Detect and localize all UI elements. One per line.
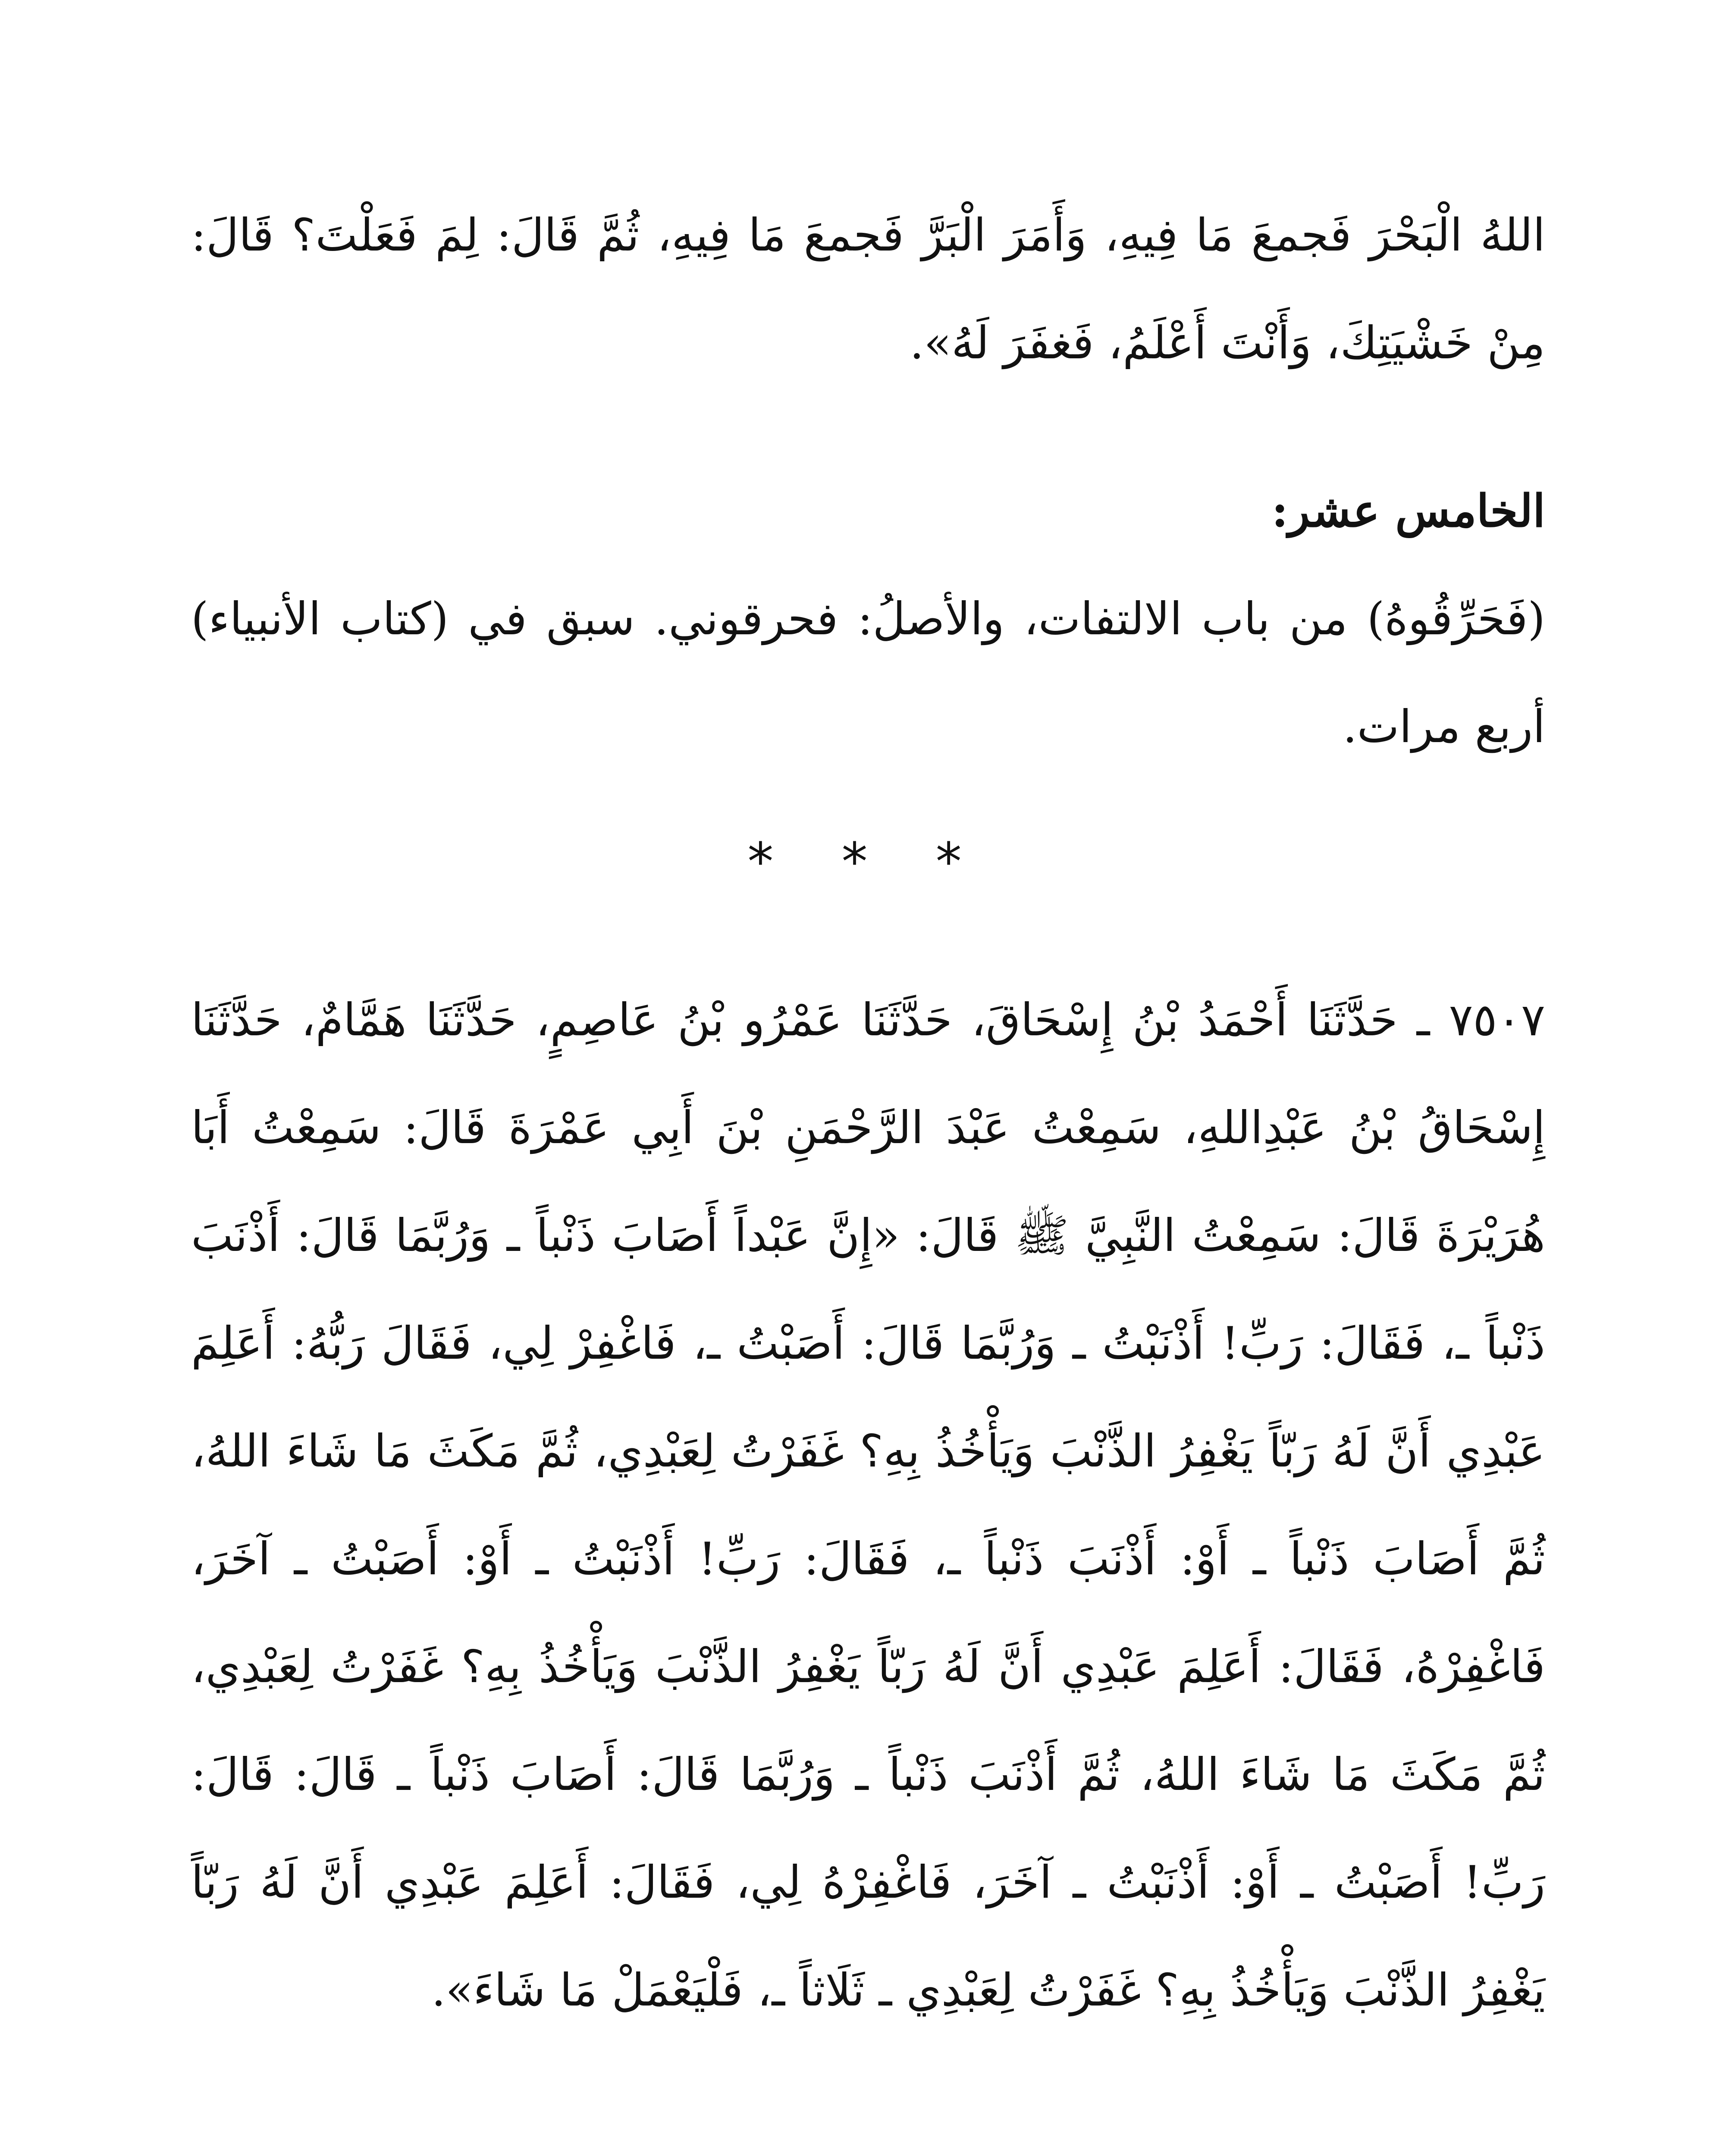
section-commentary-paragraph: (فَحَرِّقُوهُ) من باب الالتفات، والأصلُ: فحرقوني. سبق في (كتاب الأنبياء) أربع مرات. (191, 592, 1545, 753)
hadith-paragraph: ٧٥٠٧ ـ حَدَّثَنَا أَحْمَدُ بْنُ إِسْحَاقَ، حَدَّثَنَا عَمْرُو بْنُ عَاصِمٍ، حَدَّثَنَا هَمَّامٌ، حَدَّثَنَا إِسْحَاقُ بْنُ عَبْدِاللهِ، سَمِعْتُ عَبْدَ الرَّحْمَنِ بْنَ أَبِي عَمْرَةَ قَالَ: سَمِعْتُ أَبَا هُرَيْرَةَ قَالَ: سَمِعْتُ النَّبِيَّ ﷺ قَالَ: «إِنَّ عَبْداً أَصَابَ ذَنْباً ـ وَرُبَّمَا قَالَ: أَذْنَبَ ذَنْباً ـ، فَقَالَ: رَبِّ! أَذْنَبْتُ ـ وَرُبَّمَا قَالَ: أَصَبْتُ ـ، فَاغْفِرْ لِي، فَقَالَ رَبُّهُ: أَعَلِمَ عَبْدِي أَنَّ لَهُ رَبّاً يَغْفِرُ الذَّنْبَ وَيَأْخُذُ بِهِ؟ غَفَرْتُ لِعَبْدِي، ثُمَّ مَكَثَ مَا شَاءَ اللهُ، ثُمَّ أَصَابَ ذَنْباً ـ أَوْ: أَذْنَبَ ذَنْباً ـ، فَقَالَ: رَبِّ! أَذْنَبْتُ ـ أَوْ: أَصَبْتُ ـ آخَرَ، فَاغْفِرْهُ، فَقَالَ: أَعَلِمَ عَبْدِي أَنَّ لَهُ رَبّاً يَغْفِرُ الذَّنْبَ وَيَأْخُذُ بِهِ؟ غَفَرْتُ لِعَبْدِي، ثُمَّ مَكَثَ مَا شَاءَ اللهُ، ثُمَّ أَذْنَبَ ذَنْباً ـ وَرُبَّمَا قَالَ: أَصَابَ ذَنْباً ـ قَالَ: قَالَ: رَبِّ! أَصَبْتُ ـ أَوْ: أَذْنَبْتُ ـ آخَرَ، فَاغْفِرْهُ لِي، فَقَالَ: أَعَلِمَ عَبْدِي أَنَّ لَهُ رَبّاً يَغْفِرُ الذَّنْبَ وَيَأْخُذُ بِهِ؟ غَفَرْتُ لِعَبْدِي ـ ثَلَاثاً ـ، فَلْيَعْمَلْ مَا شَاءَ». (191, 993, 1546, 2016)
section-separator: * * * (747, 832, 988, 892)
section-heading: الخامس عشر: (1271, 484, 1545, 537)
commentary-continuation-paragraph: اللهُ الْبَحْرَ فَجمعَ مَا فِيهِ، وَأَمَرَ الْبَرَّ فَجمعَ مَا فِيهِ، ثُمَّ قَالَ: لِمَ فَعَلْتَ؟ قَالَ: مِنْ خَشْيَتِكَ، وَأَنْتَ أَعْلَمُ، فَغفَرَ لَهُ». (191, 209, 1545, 369)
